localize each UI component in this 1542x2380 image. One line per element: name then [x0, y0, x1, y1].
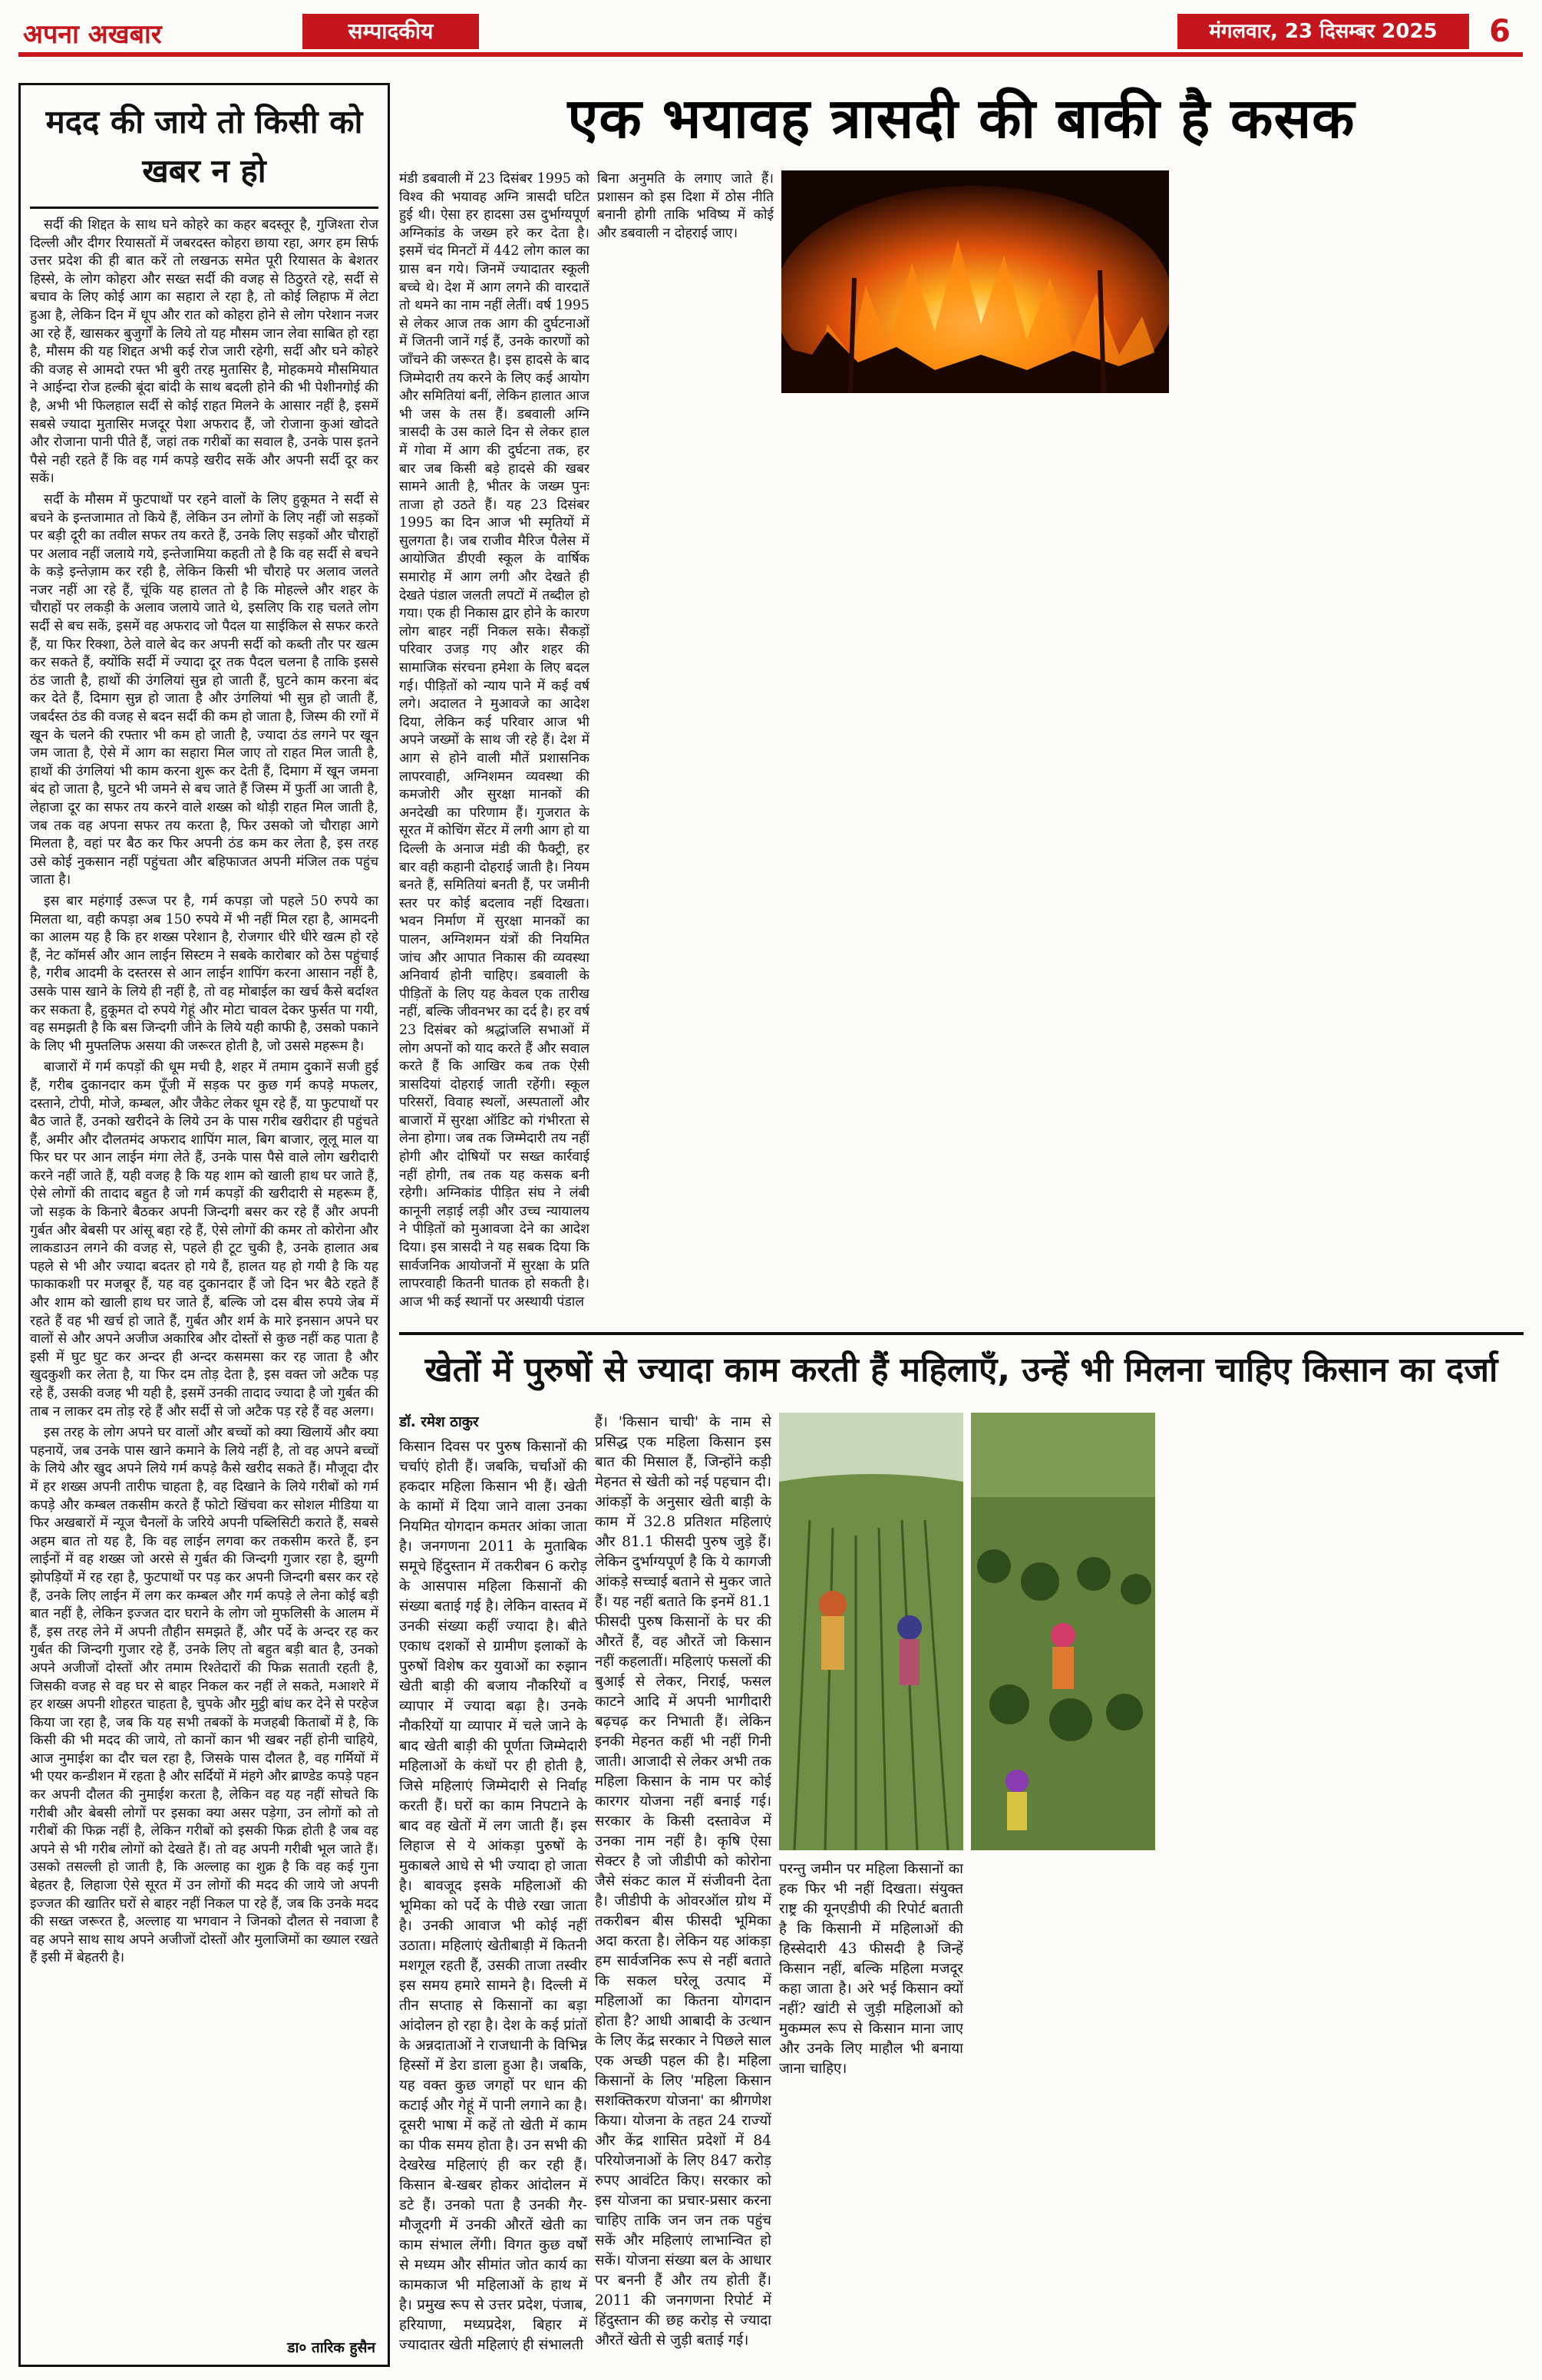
bottom-article-byline: डॉ. रमेश ठाकुर	[399, 1414, 479, 1430]
section-label: सम्पादकीय	[302, 14, 479, 49]
left-article-title: मदद की जाये तो किसी को खबर न हो	[30, 93, 378, 209]
left-article-byline: डा० तारिक हुसैन	[287, 2339, 375, 2356]
farm-photo	[971, 1413, 1155, 1850]
farm-illustration	[779, 1413, 963, 1850]
left-paragraph: बाजारों में गर्म कपड़ों की धूम मची है, शहर में तमाम दुकानें सजी हुई हैं, गरीब दुकानदार कम पूँजी में सड़क पर कुछ गर्म कपड़े मफलर, दस्ताने, टोपी, मोजे, कम्बल, और जैकेट लेकर धूम रहे हैं, या फुटपाथों पर बैठ जाते हैं, उनको खरीदने के लिये उन के पास गरीब खरीदार ही पहुंचते हैं, अमीर और दौलतमंद अफराद शापिंग माल, बिग बाजार, लूलू माल या फिर घर पर आन लाईन मंगा लेते हैं, उनके पास पैसे वाले लोग खरीदारी करने नहीं जाते हैं, यही वजह है कि यह शाम को खाली हाथ घर जाते हैं, ऐसे लोगों की तादाद बहुत है जो गर्म कपड़ों की खरीदारी से महरूम हैं, जो सड़क के किनारे बैठकर अपनी जिन्दगी बसर कर रहे हैं और अपनी गुर्बत और बेबसी पर आंसू बहा रहे हैं, ऐसे लोगों की कमर तो कोरोना और लाकडाउन लगने की वजह से, पहले ही टूट चुकी है, उनके हालात अब पहले से भी और ज्यादा बदतर हो गये हैं, हालत यह हो गयी है कि यह फाकाकशी पर मजबूर हैं, यह वह दुकानदार हैं जो दिन भर बैठे रहते हैं और शाम को खाली हाथ घर जाते हैं, बल्कि जो दस बीस रुपये जेब में रहते हैं वह भी खर्च हो जाते हैं, गुर्बत और शर्म के मारे इनसान अपने घर वालों से और अपने अजीज अकारिब और दोस्तों से कुछ नहीं कह पाता है इसी में घुट घुट कर अन्दर ही अन्दर कसमसा कर रह जाता है और खुदकुशी कर लेता है, या फिर दम तोड़ देता है, इस वक्त जो अटैक पड़ रहे हैं, उसकी वजह भी यही है, इसमें उनकी तादाद ज्यादा है जो गुर्बत की ताब न लाकर दम तोड़ रहे हैं और सर्दी से जो अटैक पड़ रहे हैं वह अलग।	[30, 1059, 378, 1420]
page-header	[18, 12, 1523, 57]
bottom-article-headline: खेतों में पुरुषों से ज्यादा काम करती हैं महिलाएँ, उन्हें भी मिलना चाहिए किसान का दर्जा	[424, 1350, 1498, 1390]
top-article-column	[1177, 170, 1349, 393]
top-article-column: बिना अनुमति के लगाए जाते हैं। प्रशासन को इस दिशा में ठोस नीति बनानी होगी ताकि भविष्य में कोई और डबवाली न दोहराई जाए।	[597, 171, 774, 241]
page-number: 6	[1489, 14, 1511, 49]
farm-photo	[779, 1413, 963, 1850]
bottom-article-column: हैं। 'किसान चाची' के नाम से प्रसिद्ध एक महिला किसान इस बात की मिसाल हैं, जिन्होंने कड़ी मेहनत से खेती को नई पहचान दी। आंकड़ों के अनुसार खेती बाड़ी के काम में 32.8 प्रतिशत महिलाएं और 81.1 फीसदी पुरुष जुड़े हैं। लेकिन दुर्भाग्यपूर्ण है कि ये कागजी आंकड़े सच्चाई बताने से मुकर जाते हैं। यह नहीं बताते कि इनमें 81.1 फीसदी पुरुष किसानों के घर की औरतें हैं, वह औरतें जो किसान नहीं कहलातीं। महिलाएं फसलों की बुआई से लेकर, निराई, फसल काटने आदि में अपनी भागीदारी बढ़चढ़ कर निभाती हैं। लेकिन इनकी मेहनत कहीं भी नहीं गिनी जाती। आजादी से लेकर अभी तक महिला किसान के नाम पर कोई कारगर योजना नहीं बनाई गई। सरकार के किसी दस्तावेज में उनका नाम नहीं है। कृषि ऐसा सेक्टर है जो जीडीपी को कोरोना जैसे संकट काल में संजीवनी देता है। जीडीपी के ओवरऑल ग्रोथ में तकरीबन बीस फीसदी भूमिका अदा करता है। लेकिन यह आंकड़ा हम सार्वजनिक रूप से नहीं बताते कि सकल घरेलू उत्पाद में महिलाओं का कितना योगदान होता है? आधी आबादी के उत्थान के लिए केंद्र सरकार ने पिछले साल एक अच्छी पहल की है। महिला किसानों के लिए 'महिला किसान सशक्तिकरण योजना' का श्रीगणेश किया। योजना के तहत 24 राज्यों और केंद्र शासित प्रदेशों में 84 परियोजनाओं के लिए 847 करोड़ रुपए आवंटित किए। सरकार को इस योजना का प्रचार-प्रसार करना चाहिए ताकि जन जन तक पहुंच सकें और महिलाएं लाभान्वित हो सकें। योजना संख्या बल के आधार पर बननी हैं और तय होती हैं। 2011 की जनगणना रिपोर्ट में हिंदुस्तान की छह करोड़ से ज्यादा औरतें खेती से जुड़ी बताई गई।	[595, 1414, 771, 2349]
bottom-article-column	[1163, 1413, 1343, 2365]
issue-date: मंगलवार, 23 दिसम्बर 2025	[1177, 14, 1469, 49]
fire-illustration	[781, 170, 1169, 393]
top-article-column: मंडी डबवाली में 23 दिसंबर 1995 को विश्व की भयावह अग्नि त्रासदी घटित हुई थी। ऐसा हर हादसा उस दुर्भाग्यपूर्ण अग्निकांड के जख्म हरे कर देता है। इसमें चंद मिनटों में 442 लोग काल का ग्रास बन गये। जिनमें ज्यादातर स्कूली बच्चे थे। देश में आग लगने की वारदातें तो थमने का नाम नहीं लेतीं। वर्ष 1995 से लेकर आज तक आग की दुर्घटनाओं में जितनी जानें गई हैं, उनके कारणों को जाँचने की जरूरत है। इस हादसे के बाद जिम्मेदारी तय करने के लिए कई आयोग और समितियां बनीं, लेकिन हालात आज भी जस के तस हैं। डबवाली अग्नि त्रासदी के उस काले दिन से लेकर हाल में गोवा में आग की दुर्घटना तक, हर बार जब किसी बड़े हादसे की खबर सामने आती है, भीतर के जख्म पुनः ताजा हो उठते हैं। यह 23 दिसंबर 1995 का दिन आज भी स्मृतियों में सुलगता है। जब राजीव मैरिज पैलेस में आयोजित डीएवी स्कूल के वार्षिक समारोह में आग लगी और देखते ही देखते पंडाल जलती लपटों में तब्दील हो गया। एक ही निकास द्वार होने के कारण लोग बाहर नहीं निकल सके। सैकड़ों परिवार उजड़ गए और शहर की सामाजिक संरचना हमेशा के लिए बदल गई। पीड़ितों को न्याय पाने में कई वर्ष लगे। अदालत ने मुआवजे का आदेश दिया, लेकिन कई परिवार आज भी अपने जख्मों के साथ जी रहे हैं। देश में आग से होने वाली मौतें प्रशासनिक लापरवाही, अग्निशमन व्यवस्था की कमजोरी और सुरक्षा मानकों की अनदेखी का परिणाम हैं। गुजरात के सूरत में कोचिंग सेंटर में लगी आग हो या दिल्ली के अनाज मंडी की फैक्ट्री, हर बार वही कहानी दोहराई जाती है। नियम बनते हैं, समितियां बनती हैं, पर जमीनी स्तर पर कोई बदलाव नहीं दिखता। भवन निर्माण में सुरक्षा मानकों का पालन, अग्निशमन यंत्रों की नियमित जांच और आपात निकास की व्यवस्था अनिवार्य होनी चाहिए। डबवाली के पीड़ितों के लिए यह केवल एक तारीख नहीं, बल्कि जीवनभर का दर्द है। हर वर्ष 23 दिसंबर को श्रद्धांजलि सभाओं में लोग अपनों को याद करते हैं और सवाल करते हैं कि आखिर कब तक ऐसी त्रासदियां दोहराई जाती रहेंगी। स्कूल परिसरों, विवाह स्थलों, अस्पतालों और बाजारों में सुरक्षा ऑडिट को गंभीरता से लेना होगा। जब तक जिम्मेदारी तय नहीं होगी और दोषियों पर सख्त कार्रवाई नहीं होगी, तब तक यह कसक बनी रहेगी। अग्निकांड पीड़ित संघ ने लंबी कानूनी लड़ाई लड़ी और उच्च न्यायालय ने पीड़ितों को मुआवजा देने का आदेश दिया। इस त्रासदी ने यह सबक दिया कि सार्वजनिक आयोजनों में सुरक्षा के प्रति लापरवाही कितनी घातक हो सकती है। आज भी कई स्थानों पर अस्थायी पंडाल	[399, 171, 589, 1310]
bottom-article-column	[1351, 1413, 1524, 2365]
left-article-body	[30, 217, 378, 1968]
top-article-headline: एक भयावह त्रासदी की बाकी है कसक	[567, 86, 1355, 150]
bottom-article-text: किसान दिवस पर पुरुष किसानों की चर्चाएं होती हैं। जबकि, चर्चाओं की हकदार महिला किसान भी हैं। खेती के कामों में दिया जाने वाला उनका नियमित योगदान कमतर आंका जाता है। जनगणना 2011 के मुताबिक समूचे हिंदुस्तान में तकरीबन 6 करोड़ के आसपास महिला किसानों की संख्या बताई गई है। लेकिन वास्तव में उनकी संख्या कहीं ज्यादा है। बीते एकाध दशकों से ग्रामीण इलाकों के पुरुषों विशेष कर युवाओं का रुझान खेती बाड़ी की बजाय नौकरियों व व्यापार में ज्यादा बढ़ा है। उनके नौकरियों या व्यापार में चले जाने के बाद खेती बाड़ी की पूर्णता जिम्मेदारी महिलाओं के कंधों पर ही होती है, जिसे महिलाएं जिम्मेदारी से निर्वाह करती हैं। घरों का काम निपटाने के बाद वह खेतों में लग जाती हैं। इस लिहाज से ये आंकड़ा पुरुषों के मुकाबले आधे से भी ज्यादा हो जाता है। बावजूद इसके महिलाओं की भूमिका को पर्दे के पीछे रखा जाता है। उनकी आवाज भी कोई नहीं उठाता। महिलाएं खेतीबाड़ी में कितनी मशगूल रहती हैं, उसकी ताजा तस्वीर इस समय हमारे सामने है। दिल्ली में तीन सप्ताह से किसानों का बड़ा आंदोलन हो रहा है। देश के कई प्रांतों के अन्नदाताओं ने राजधानी के विभिन्न हिस्सों में डेरा डाला हुआ है। जबकि, यह वक्त कुछ जगहों पर धान की कटाई और गेहूं में पानी लगाने का है। दूसरी भाषा में कहें तो खेती में काम का पीक समय होता है। उन सभी की देखरेख महिलाएं ही कर रही हैं। किसान बे-खबर होकर आंदोलन में डटे हैं। उनको पता है उनकी गैर-मौजूदगी में उनकी औरतें खेती का काम संभाल लेंगी। विगत कुछ वर्षों से मध्यम और सीमांत जोत कार्य का कामकाज भी महिलाओं के हाथ में है। प्रमुख रूप से उत्तर प्रदेश, पंजाब, हरियाणा, मध्यप्रदेश, बिहार में ज्यादातर खेती महिलाएं ही संभालती	[399, 1439, 587, 2353]
section-divider	[399, 1332, 1524, 1335]
newspaper-brand: अपना अखबार	[23, 19, 162, 50]
top-article-column	[1177, 399, 1349, 1324]
left-paragraph: इस बार महंगाई उरूज पर है, गर्म कपड़ा जो पहले 50 रुपये का मिलता था, वही कपड़ा अब 150 रुपये में भी नहीं मिल रहा है, आमदनी का आलम यह है कि हर शख्स परेशान है, रोजगार धीरे धीरे खत्म हो रहे हैं, नेट कॉमर्स और आन लाईन सिस्टम ने सबके कारोबार को ठेस पहुंचाई है, गरीब आदमी के दस्तरस से आन लाईन शापिंग करना आसान नहीं है, उसके पास खाने के लिये ही नहीं है, तो वह मोबाईल का खर्च कैसे बर्दाश्त कर सकता है, हुकूमत दो रुपये गेहूं और मोटा चावल देकर फुर्सत पा गयी, वह समझती है कि बस जिन्दगी जीने के लिये यही काफी है, उसको पकाने के लिए भी मुफ्तलिफ असया की जरूरत होती है, जो उससे महरूम है।	[30, 893, 378, 1054]
left-paragraph: सर्दी के मौसम में फुटपाथों पर रहने वालों के लिए हुकूमत ने सर्दी से बचने के इन्तजामात तो किये हैं, लेकिन उन लोगों के लिए नहीं जो सड़कों पर बड़ी दूरी का तवील सफर तय करते हैं, उनके लिए सड़कों और चौराहों पर अलाव नहीं जलाये गये, इन्तेजामिया कहती तो है कि वह सर्दी से बचने के कड़े इन्तेज़ाम कर रही है, लेकिन किसी भी चौराहे पर अलाव जलते नजर नहीं आ रहे हैं, चूंकि यह हालत तो है कि मोहल्ले और शहर के चौराहों पर लकड़ी के अलाव जलाये जाते थे, इसलिए कि राह चलते लोग सर्दी से बच सकें, इसमें वह अफराद जो पैदल या साईकिल से सफर करते हैं, या फिर रिक्शा, ठेले वाले बेद कर अपनी सर्दी को कब्ती तौर पर खत्म कर सकते हैं, क्योंकि सर्दी में ज्यादा दूर तक पैदल चलना है ताकि इससे ठंड जाती है, हाथों की उंगलियां सुन्न हो जाती हैं, घुटने काम करना बंद कर देते हैं, दिमाग सुन्न हो जाता है और उंगलियां भी सुन्न हो जाती हैं, जबर्दस्त ठंड की वजह से बदन सर्दी की कम हो जाता है, जिस्म की रगों में खून के चलने की रफ्तार भी कम हो जाती है, ज्यादा ठंड लगने पर खून जम जाता है, ऐसे में आग का सहारा मिल जाए तो राहत मिल जाती है, हाथों की उंगलियां भी काम करना शुरू कर देती हैं, दिमाग में खून जमना बंद हो जाता है, घुटने भी जमने से बच जाते हैं जिस्म में फुर्ती आ जाती है, लेहाजा दूर का सफर तय करने वाले शख्स को थोड़ी राहत मिल जाती है, जब तक वह अपना सफर तय करता है, फिर उसको जो चौराहा आगे मिलता है, वहां पर बैठ कर फिर अपनी ठंड कम कर लेता है, इस तरह उसे कोई नुकसान नहीं पहुंचता और बहिफाजत अपनी मंजिल तक पहुंच जाता है।	[30, 491, 378, 888]
left-article	[18, 83, 390, 2367]
left-paragraph: इस तरह के लोग अपने घर वालों और बच्चों को क्या खिलायें और क्या पहनायें, जब उनके पास खाने कमाने के लिये नहीं है, तो वह अपने बच्चों के लिये और खुद अपने लिये गर्म कपड़े कैसे खरीद सकते हैं। मौजूदा दौर में हर शख्स अपनी तारीफ चाहता है, वह दिखाने के लिये गरीबों को गर्म कपड़े और कम्बल तकसीम करते हैं फोटो खिंचवा कर सोशल मीडिया या फिर अखबारों में न्यूज चैनलों के जरिये अपनी पब्लिसिटी कराते हैं, सबसे अहम बात तो यह है, कि वह लाईन लगवा कर तकसीम करते हैं, इन लाईनों में वह शख्स जो अरसे से गुर्बत की जिन्दगी गुजार रहा है, झुग्गी झोपड़ियों में रह रहा है, फुटपाथों पर पड़ कर अपनी जिन्दगी बसर कर रहे हैं, उनके लिए लाईन में लग कर कम्बल और गर्म कपड़े ले लेना कोई बड़ी बात नहीं है, लेकिन इज्जत दार घराने के लोग जो मुफलिसी के आलम में हैं, इस तरह लेने में अपनी तौहीन समझते हैं, और पर्दे के अन्दर रह कर गुर्बत की जिन्दगी गुजार रहे हैं, उनके लिए तो बहुत बड़ी बात है, उनको अपने अजीजों दोस्तों और तमाम रिश्तेदारों की फिक्र सताती रहती है, जिसकी वजह से वह घर से बाहर निकल कर नहीं ले सकते, मआशरे में हर शख्स अपनी शोहरत चाहता है, चुपके और मुट्ठी बांध कर देने से परहेज किया जा रहा है, जब कि यह सभी तबकों के मजहबी किताबों में है, कि किसी की भी मदद की जाये, तो कानों कान भी खबर नहीं होनी चाहिये, आज नुमाईश का दौर चल रहा है, जिसके पास दौलत है, वह गर्मियों में भी एयर कन्डीशन में रहता है और सर्दियों में मंहगे और ब्राण्डेड कपड़े पहन कर अपनी दौलत की नुमाईश करता है, लेकिन वह यह नहीं सोचते कि गरीबी और बेबसी लोगों पर इसका क्या असर पड़ेगा, उन लोगों को तो गरीबों की फिक्र नहीं है, लेकिन गरीबों को इसकी फिक्र होती है जब वह अपने से भी गरीब लोगों को देखते हैं। तो वह अपनी गरीबी भूल जाते हैं। उसको तसल्ली हो जाती है, कि अल्लाह का शुक्र है कि वह कई गुना बेहतर है, लिहाजा ऐसे सूरत में उन लोगों की मदद की जाये जो अपनी इज्जत की खातिर घरों से बाहर नहीं निकल पा रहे हैं, जब कि उनके मदद की सख्त जरूरत है, अल्लाह या भगवान ने जिनको दौलत से नवाजा है वह अपने साथ साथ अपने अजीजों दोस्तों और मुलाजिमों का ख्याल रखते हैं इसी में बेहतरी है।	[30, 1425, 379, 1966]
top-article-column	[996, 399, 1169, 1324]
farm-illustration	[971, 1413, 1155, 1850]
top-article-column	[1357, 170, 1530, 1322]
bottom-article-column	[399, 1413, 587, 2365]
bottom-article-column	[971, 1859, 1155, 2365]
bottom-article-column: परन्तु जमीन पर महिला किसानों का हक फिर भी नहीं दिखता। संयुक्त राष्ट्र की यूनएडीपी की रिपोर्ट बताती है कि किसानी में महिलाओं की हिस्सेदारी 43 फीसदी है जिन्हें किसान नहीं, बल्कि महिला मजदूर कहा जाता है। अरे भई किसान क्यों नहीं? खांटी से जुड़ी महिलाओं को मुकम्मल रूप से किसान माना जाए और उनके लिए माहौल भी बनाया जाना चाहिए।	[779, 1861, 963, 2077]
fire-photo	[781, 170, 1169, 393]
left-paragraph: सर्दी की शिद्दत के साथ घने कोहरे का कहर बदस्तूर है, गुजिश्ता रोज दिल्ली और दीगर रियासतों में जबरदस्त कोहरा छाया रहा, अगर हम सिर्फ उत्तर प्रदेश की ही बात करें तो लखनऊ समेत पूरी रियासत के बेशतर हिस्से, के लोग कोहरा और सख्त सर्दी की वजह से ठिठुरते रहे, सर्दी से बचाव के लिए कोई आग का सहारा ले रहा है, तो कोई लिहाफ में लेटा हुआ है, लेकिन दिन में धूप और रात को कोहरा होने से लोग परेशान नजर आ रहे हैं, खासकर बुजुर्गों के लिये तो यह मौसम जान लेवा साबित हो रहा है, मौसम की यह शिद्दत अभी कई रोज जारी रहेगी, सर्दी और घने कोहरे की वजह से आमदो रफ्त भी बुरी तरह मुतासिर है, मोहकमये मौसमियात ने आईन्दा रोज हल्की बूंदा बांदी के साथ बदली होने की भी पेशीनगोई की है, अभी भी फिलहाल सर्दी से कोई राहत मिलने के आसार नहीं है, इसमें सबसे ज्यादा मुतासिर मजदूर पेशा अफराद हैं, जो रोजाना कुआं खोदते और रोजाना पानी पीते हैं, जहां तक गरीबों का सवाल है, उनके पास इतने पैसे नही रहते हैं कि वह गर्म कपड़े खरीद सकें और अपनी सर्दी दूर कर सकें।	[30, 217, 378, 487]
